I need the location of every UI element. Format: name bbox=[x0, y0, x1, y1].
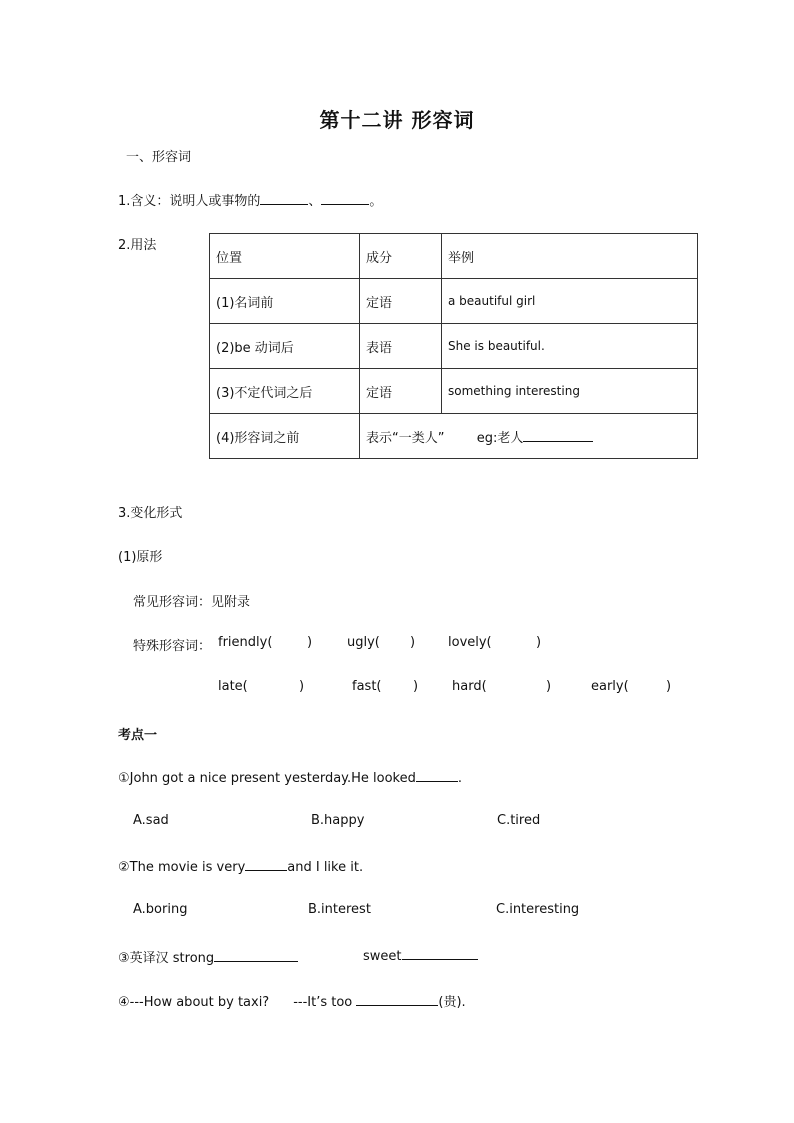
meaning-line bbox=[118, 190, 382, 209]
desc-text: 表示“一类人” bbox=[366, 430, 445, 446]
cell-example: something interesting bbox=[442, 369, 698, 414]
cell-description bbox=[360, 414, 698, 459]
paren-close: ) bbox=[307, 635, 313, 650]
usage-table bbox=[209, 233, 698, 459]
paren-close: ) bbox=[410, 635, 416, 650]
question-3-word2 bbox=[363, 947, 478, 964]
paren-close: ) bbox=[546, 679, 552, 694]
paren-close: ) bbox=[299, 679, 305, 694]
answer-blank[interactable] bbox=[402, 947, 478, 960]
paren-close: ) bbox=[536, 635, 542, 650]
cell-role: 定语 bbox=[360, 279, 442, 324]
table-row bbox=[210, 279, 698, 324]
question-end: (贵). bbox=[438, 995, 466, 1010]
answer-blank[interactable] bbox=[245, 858, 287, 871]
word-late: late( bbox=[218, 679, 248, 694]
table-header-row bbox=[210, 234, 698, 279]
page-title: 第十二讲 形容词 bbox=[319, 108, 475, 132]
question-part1: ④---How about by taxi? bbox=[118, 995, 270, 1010]
cell-example: a beautiful girl bbox=[442, 279, 698, 324]
option-a[interactable]: A.boring bbox=[133, 902, 188, 917]
answer-blank[interactable] bbox=[416, 769, 458, 782]
word-ugly: ugly( bbox=[347, 635, 380, 650]
question-stem: ③英译汉 strong bbox=[118, 951, 215, 966]
word-sweet: sweet bbox=[363, 949, 402, 964]
cell-position: (4)形容词之前 bbox=[210, 414, 360, 459]
eg-text: eg:老人 bbox=[476, 430, 524, 446]
question-4 bbox=[118, 991, 466, 1010]
section-heading: 一、形容词 bbox=[126, 150, 192, 165]
paren-close: ) bbox=[666, 679, 672, 694]
cell-position: (1)名词前 bbox=[210, 279, 360, 324]
option-c[interactable]: C.interesting bbox=[496, 902, 580, 917]
word-early: early( bbox=[591, 679, 629, 694]
meaning-prefix: 1.含义：说明人或事物的 bbox=[118, 194, 261, 209]
question-part2: ---It’s too bbox=[293, 995, 353, 1010]
option-b[interactable]: B.happy bbox=[311, 813, 365, 828]
option-c[interactable]: C.tired bbox=[497, 813, 541, 828]
special-label: 特殊形容词： bbox=[133, 639, 212, 654]
question-1 bbox=[118, 769, 462, 786]
common-adjectives: 常见形容词：见附录 bbox=[133, 595, 251, 610]
table-row bbox=[210, 369, 698, 414]
meaning-sep: 、 bbox=[308, 194, 322, 209]
cell-position: (2)be 动词后 bbox=[210, 324, 360, 369]
question-stem: ②The movie is very bbox=[118, 860, 246, 875]
option-a[interactable]: A.sad bbox=[133, 813, 169, 828]
answer-blank[interactable] bbox=[523, 429, 593, 442]
header-position: 位置 bbox=[210, 234, 360, 279]
header-example: 举例 bbox=[442, 234, 698, 279]
word-fast: fast( bbox=[352, 679, 382, 694]
word-friendly: friendly( bbox=[218, 635, 273, 650]
cell-position: (3)不定代词之后 bbox=[210, 369, 360, 414]
question-2 bbox=[118, 858, 363, 875]
base-form-heading: (1)原形 bbox=[118, 550, 163, 565]
question-end: and I like it. bbox=[287, 860, 364, 875]
cell-role: 表语 bbox=[360, 324, 442, 369]
usage-label: 2.用法 bbox=[118, 238, 157, 253]
cell-example: She is beautiful. bbox=[442, 324, 698, 369]
forms-heading: 3.变化形式 bbox=[118, 506, 183, 521]
paren-close: ) bbox=[413, 679, 419, 694]
answer-blank[interactable] bbox=[356, 993, 438, 1006]
table-row bbox=[210, 324, 698, 369]
cell-role: 定语 bbox=[360, 369, 442, 414]
question-end: . bbox=[457, 771, 463, 786]
answer-blank[interactable] bbox=[214, 949, 298, 962]
kaodian-heading: 考点一 bbox=[118, 728, 158, 743]
option-b[interactable]: B.interest bbox=[308, 902, 371, 917]
meaning-end: 。 bbox=[369, 194, 383, 209]
answer-blank[interactable] bbox=[260, 192, 308, 205]
word-hard: hard( bbox=[452, 679, 487, 694]
question-stem: ①John got a nice present yesterday.He looked bbox=[118, 771, 416, 786]
table-row bbox=[210, 414, 698, 459]
question-3 bbox=[118, 947, 298, 966]
word-lovely: lovely( bbox=[448, 635, 492, 650]
answer-blank[interactable] bbox=[321, 192, 369, 205]
header-role: 成分 bbox=[360, 234, 442, 279]
